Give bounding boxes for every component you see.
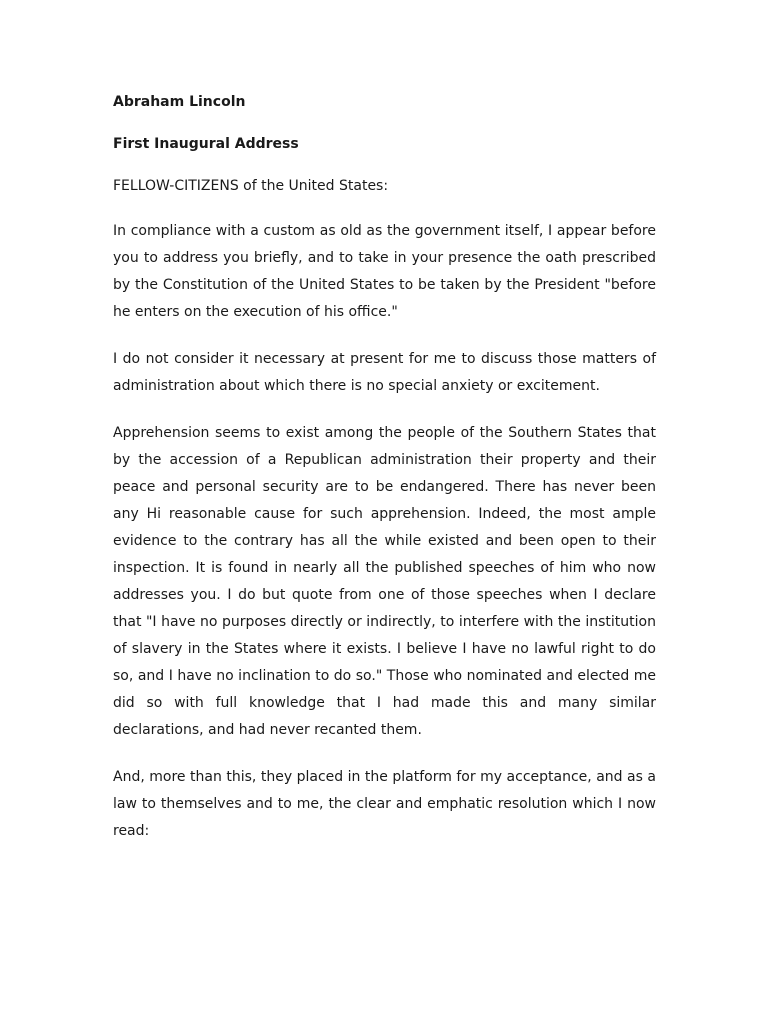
author-name: Abraham Lincoln	[113, 94, 246, 110]
document-title: First Inaugural Address	[113, 136, 299, 152]
paragraph-4: And, more than this, they placed in the platform for my acceptance, and as a law to themselves and to me, the clear and emphatic resolution which I now read:	[113, 769, 656, 839]
paragraph-1: In compliance with a custom as old as the government itself, I appear before you to address you briefly, and to take in your presence the oath prescribed by the Constitution of the United States to be taken by the President "before he enters on the execution of his office."	[113, 223, 656, 320]
document-body	[113, 90, 656, 865]
paragraph-3: Apprehension seems to exist among the people of the Southern States that by the accession of a Republican administration their property and their peace and personal security are to be endangered. There has never been any Hi reasonable cause for such apprehension. Indeed, the most ample evidence to the contrary has all the while existed and been open to their inspection. It is found in nearly all the published speeches of him who now addresses you. I do but quote from one of those speeches when I declare that "I have no purposes directly or indirectly, to interfere with the institution of slavery in the States where it exists. I believe I have no lawful right to do so, and I have no inclination to do so." Those who nominated and elected me did so with full knowledge that I had made this and many similar declarations, and had never recanted them.	[113, 425, 656, 738]
paragraph-2: I do not consider it necessary at present for me to discuss those matters of administration about which there is no special anxiety or excitement.	[113, 351, 656, 394]
salutation: FELLOW-CITIZENS of the United States:	[113, 178, 389, 194]
